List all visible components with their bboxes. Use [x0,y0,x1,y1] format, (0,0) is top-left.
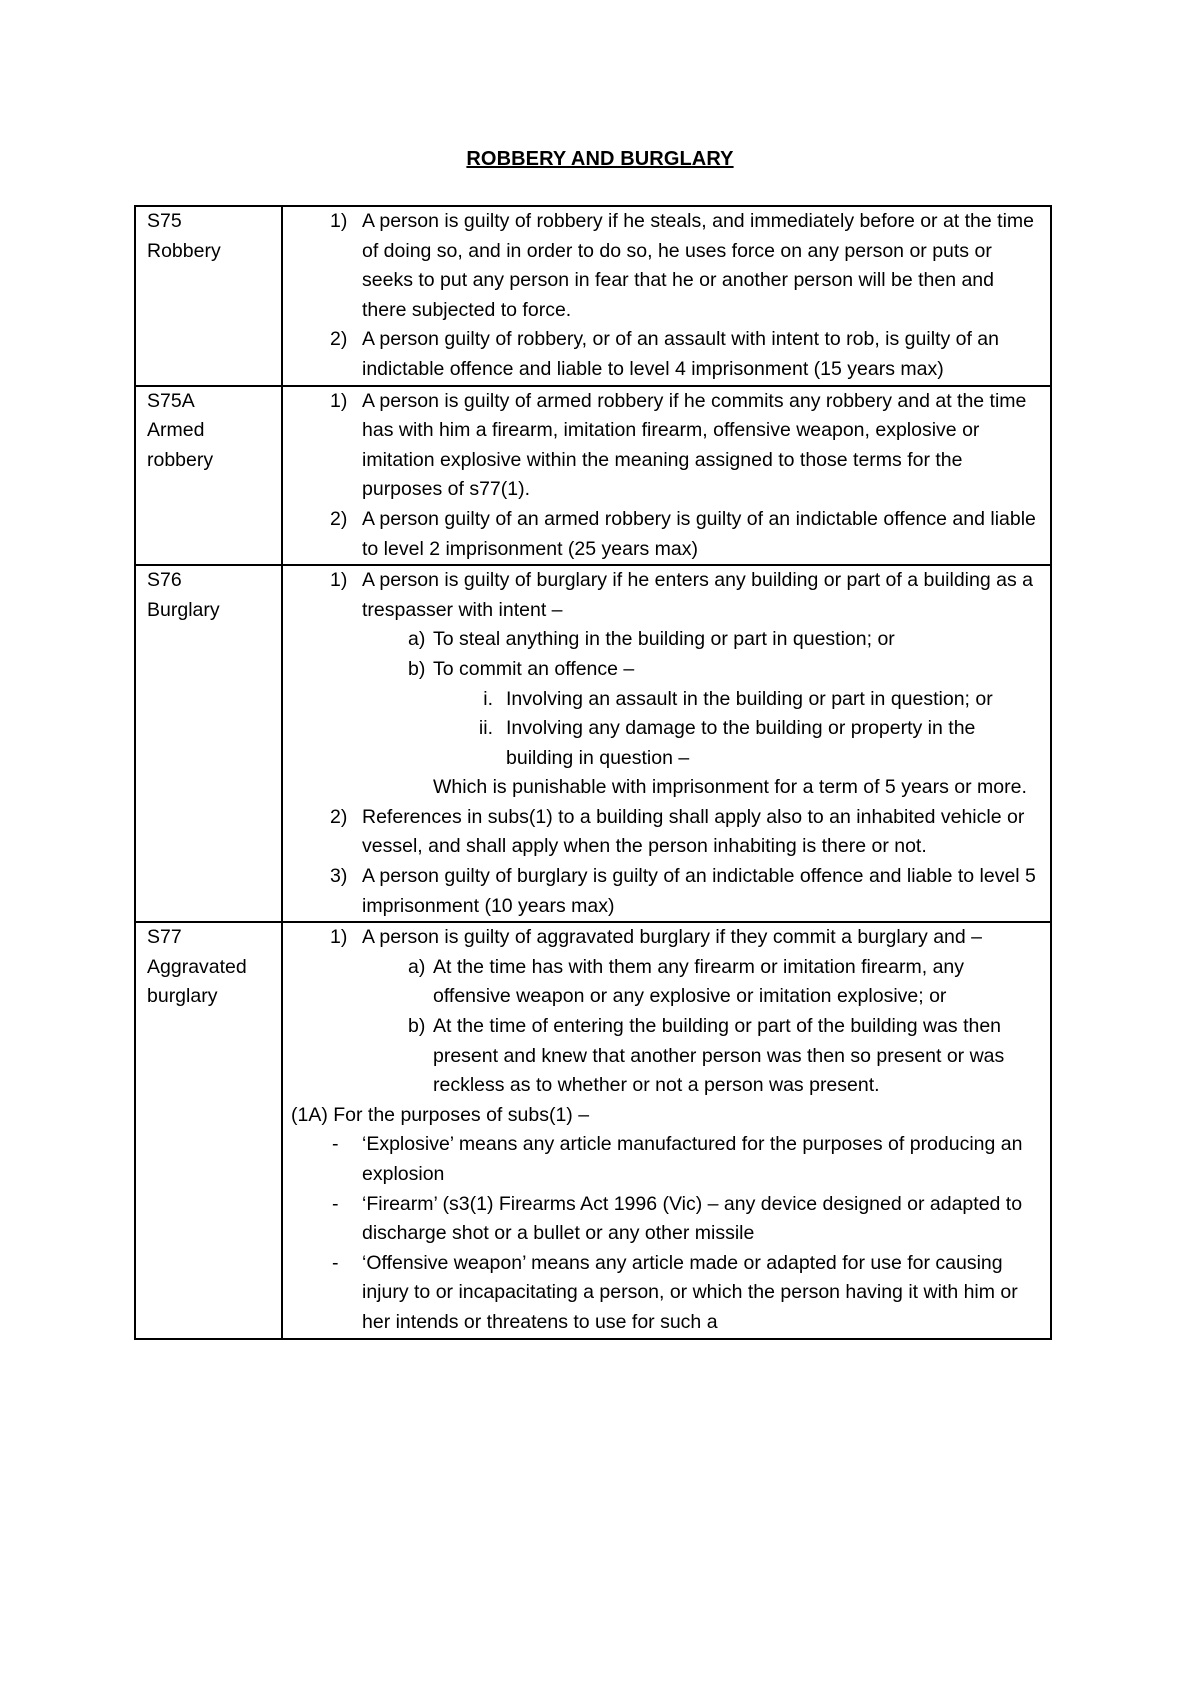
sub-sub-list-item [283,714,1042,773]
list-marker: i. [483,687,493,710]
sub-list-item [283,655,1042,685]
list-marker: 2) [330,507,348,530]
definition-item [283,1249,1042,1338]
sub-sub-list-item [283,685,1042,715]
list-item-text: To steal anything in the building or part in question; or [433,628,895,651]
section-id: S75A [147,389,195,412]
section-label-cell [135,386,282,566]
continuation-text [283,773,1042,803]
list-item-text: A person is guilty of burglary if he enters any building or part of a building as a trespasser with intent – [362,569,1033,621]
list-item-text: ‘Firearm’ (s3(1) Firearms Act 1996 (Vic) – any device designed or adapted to discharge shot or a bullet or any other missile [362,1192,1023,1245]
section-name: Robbery [147,239,221,262]
list-marker: b) [408,657,426,680]
list-marker: 2) [330,328,348,351]
list-item [283,862,1042,921]
section-label-cell [135,206,282,386]
section-name-line: Armed [147,419,205,442]
section-body-cell [282,206,1051,386]
list-marker: a) [408,628,426,651]
list-marker: 1) [330,569,348,592]
list-item-text: Involving an assault in the building or part in question; or [506,687,993,710]
list-item [283,207,1042,325]
section-name: Burglary [147,598,220,621]
statute-table [134,205,1052,1340]
section-body-cell [282,922,1051,1338]
list-item-text: A person is guilty of robbery if he steals, and immediately before or at the time of doing so, and in order to do so, he uses force on any person or puts or seeks to put any person in fear that he or another person will be then and there subjected to force. [362,210,1035,321]
list-item-text: Which is punishable with imprisonment for a term of 5 years or more. [433,776,1027,799]
list-item-text: A person guilty of an armed robbery is guilty of an indictable offence and liable to level 2 imprisonment (25 years max) [362,507,1036,560]
table-row [135,565,1051,922]
section-name-line: Aggravated [147,955,247,978]
section-id: S76 [147,569,182,592]
list-item [283,923,1042,953]
subsection-heading [283,1101,1042,1131]
sub-list-item [283,1012,1042,1101]
list-marker: 1) [330,926,348,949]
list-item [283,325,1042,384]
list-item-text: Involving any damage to the building or property in the building in question – [506,717,976,769]
sub-list-item [283,953,1042,1012]
list-marker: 1) [330,389,348,412]
table-row [135,386,1051,566]
list-item [283,505,1042,564]
list-item-text: A person is guilty of aggravated burglary if they commit a burglary and – [362,926,982,949]
list-item-text: At the time of entering the building or part of the building was then present and knew that another person was then so present or was reckless as to whether or not a person was present. [433,1015,1005,1097]
list-marker: 1) [330,210,348,232]
list-item [283,803,1042,862]
section-label-cell [135,922,282,1338]
table-row [135,922,1051,1338]
list-item-text: ‘Explosive’ means any article manufactured for the purposes of producing an explosion [362,1133,1023,1185]
section-id: S77 [147,926,182,949]
list-item-text: At the time has with them any firearm or imitation firearm, any offensive weapon or any explosive or imitation explosive; or [433,955,965,1008]
section-body-cell [282,565,1051,922]
list-item-text: ‘Offensive weapon’ means any article made or adapted for use for causing injury to or incapacitating a person, or which the person having it with him or her intends or threatens to use for such a [362,1251,1018,1333]
section-body-cell [282,386,1051,566]
definition-item [283,1130,1042,1189]
list-marker: 3) [330,865,348,888]
list-item-text: To commit an offence – [433,657,635,680]
list-item-text: References in subs(1) to a building shall apply also to an inhabited vehicle or vessel, and shall apply when the person inhabiting is there or not. [362,805,1025,858]
list-item-text: A person is guilty of armed robbery if he commits any robbery and at the time has with him a firearm, imitation firearm, offensive weapon, explosive or imitation explosive within the meaning assigned to those terms for the purposes of s77(1). [362,389,1027,501]
list-marker: ii. [478,717,493,740]
section-name-line: robbery [147,448,214,471]
section-label-cell [135,565,282,922]
list-item-text: (1A) For the purposes of subs(1) – [291,1103,590,1126]
list-marker: a) [408,955,426,978]
table-row [135,206,1051,386]
section-name-line: burglary [147,985,218,1008]
definition-item [283,1190,1042,1249]
dash-marker: - [332,1192,339,1215]
section-id: S75 [147,210,182,232]
list-marker: b) [408,1015,426,1038]
list-marker: 2) [330,805,348,828]
list-item [283,387,1042,505]
list-item [283,566,1042,625]
list-item-text: A person guilty of robbery, or of an assault with intent to rob, is guilty of an indictable offence and liable to level 4 imprisonment (15 years max) [362,328,999,380]
page-title: ROBBERY AND BURGLARY [466,148,734,170]
dash-marker: - [332,1133,339,1156]
sub-list-item [283,625,1042,655]
dash-marker: - [332,1251,339,1274]
list-item-text: A person guilty of burglary is guilty of an indictable offence and liable to level 5 imprisonment (10 years max) [362,865,1036,917]
